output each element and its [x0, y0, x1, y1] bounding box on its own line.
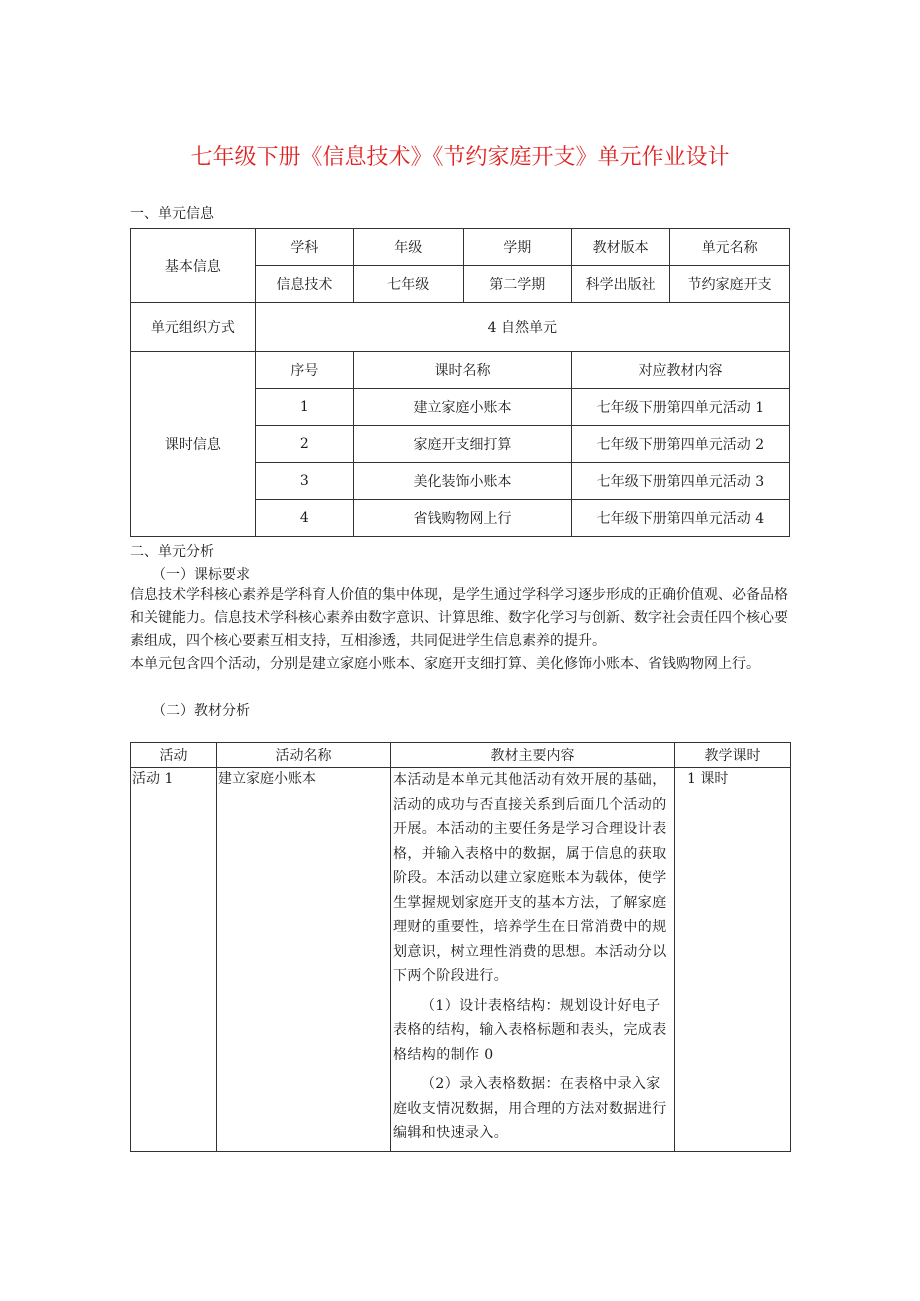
table-row [131, 768, 791, 1152]
lesson-header-content: 对应教材内容 [571, 352, 789, 389]
unit-info-table [130, 228, 790, 537]
lesson-name: 省钱购物网上行 [354, 500, 572, 537]
lesson-no: 4 [255, 500, 353, 537]
textbook-analysis-table [130, 742, 791, 1152]
paragraph-unit-activities: 本单元包含四个活动，分别是建立家庭小账本、家庭开支细打算、美化修饰小账本、省钱购物网上行。 [130, 656, 760, 672]
header-grade: 年级 [354, 229, 463, 266]
header-teaching-hours: 教学课时 [675, 743, 791, 768]
value-unit-name: 节约家庭开支 [670, 266, 790, 303]
value-semester: 第二学期 [463, 266, 571, 303]
lesson-name: 美化装饰小账本 [354, 463, 572, 500]
activity-cell: 活动 1 [131, 768, 217, 1152]
lesson-content: 七年级下册第四单元活动 4 [571, 500, 789, 537]
basic-info-label: 基本信息 [131, 229, 256, 303]
lesson-content: 七年级下册第四单元活动 2 [571, 426, 789, 463]
content-step-2: （2）录入表格数据：在表格中录入家庭收支情况数据，用合理的方法对数据进行编辑和快速录入。 [393, 1076, 667, 1141]
header-semester: 学期 [463, 229, 571, 266]
organization-value: 4 自然单元 [255, 303, 789, 352]
section-heading-unit-info: 一、单元信息 [130, 206, 214, 222]
lesson-header-name: 课时名称 [354, 352, 572, 389]
organization-label: 单元组织方式 [131, 303, 256, 352]
lesson-header-no: 序号 [255, 352, 353, 389]
lesson-name: 家庭开支细打算 [354, 426, 572, 463]
subheading-curriculum-requirements: （一）课标要求 [152, 567, 250, 583]
subheading-textbook-analysis: （二）教材分析 [152, 703, 250, 719]
teaching-hours-cell: 1 课时 [675, 768, 791, 1152]
lesson-no: 3 [255, 463, 353, 500]
activity-name-cell: 建立家庭小账本 [217, 768, 391, 1152]
header-main-content: 教材主要内容 [391, 743, 675, 768]
value-subject: 信息技术 [255, 266, 353, 303]
lesson-content: 七年级下册第四单元活动 3 [571, 463, 789, 500]
header-activity-name: 活动名称 [217, 743, 391, 768]
content-step-1: （1）设计表格结构：规划设计好电子表格的结构，输入表格标题和表头，完成表格结构的制作 0 [393, 997, 667, 1063]
header-subject: 学科 [255, 229, 353, 266]
lesson-no: 1 [255, 389, 353, 426]
header-unit-name: 单元名称 [670, 229, 790, 266]
value-grade: 七年级 [354, 266, 463, 303]
header-activity: 活动 [131, 743, 217, 768]
main-content-cell [391, 768, 675, 1152]
section-heading-unit-analysis: 二、单元分析 [130, 544, 214, 560]
header-textbook: 教材版本 [571, 229, 669, 266]
lessons-label: 课时信息 [131, 352, 256, 537]
content-intro: 本活动是本单元其他活动有效开展的基础，活动的成功与否直接关系到后面几个活动的开展。本活动的主要任务是学习合理设计表格，并输入表格中的数据，属于信息的获取阶段。本活动以建立家庭账本为载体，使学生掌握规划家庭开支的基本方法，了解家庭理财的重要性，培养学生在日常消费中的规划意识，树立理性消费的思想。本活动分以下两个阶段进行。 [393, 772, 667, 984]
lesson-name: 建立家庭小账本 [354, 389, 572, 426]
paragraph-core-literacy: 信息技术学科核心素养是学科育人价值的集中体现，是学生通过学科学习逐步形成的正确价值观、必备品格和关键能力。信息技术学科核心素养由数字意识、计算思维、数字化学习与创新、数字社会责任四个核心要素组成，四个核心要素互相支持，互相渗透，共同促进学生信息素养的提升。 [130, 587, 788, 649]
document-title: 七年级下册《信息技术》《节约家庭开支》单元作业设计 [190, 145, 730, 170]
lesson-no: 2 [255, 426, 353, 463]
value-textbook: 科学出版社 [571, 266, 669, 303]
lesson-content: 七年级下册第四单元活动 1 [571, 389, 789, 426]
